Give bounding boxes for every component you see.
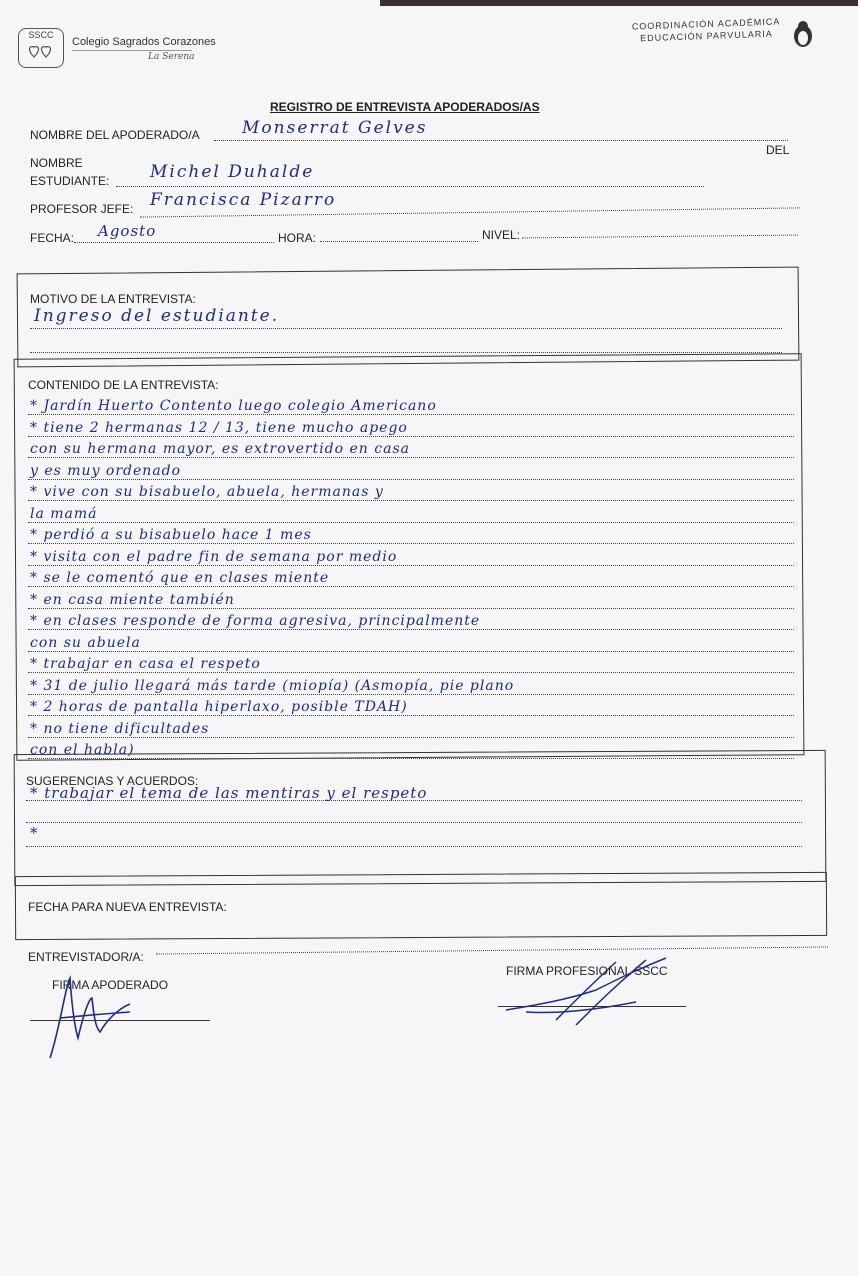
profesional-signature	[496, 950, 676, 1040]
contenido-line: * tiene 2 hermanas 12 / 13, tiene mucho apego	[30, 419, 408, 436]
contenido-line: con el habla)	[30, 742, 135, 758]
school-location: La Serena	[148, 52, 195, 62]
contenido-line: y es muy ordenado	[30, 462, 182, 479]
contenido-line: * no tiene dificultades	[30, 720, 210, 737]
motivo-label: MOTIVO DE LA ENTREVISTA:	[30, 292, 196, 306]
page-title: REGISTRO DE ENTREVISTA APODERADOS/AS	[270, 100, 540, 114]
contenido-dotted-line	[28, 715, 794, 716]
firma-apoderado-label: FIRMA APODERADO	[52, 978, 169, 992]
motivo-value: Ingreso del estudiante.	[34, 306, 280, 326]
contenido-line: * Jardín Huerto Contento luego colegio Americano	[30, 398, 437, 414]
hora-line	[320, 241, 478, 242]
contenido-dotted-line	[28, 672, 794, 673]
coordination-header	[632, 15, 781, 44]
estudiante-label-1: NOMBRE	[30, 156, 83, 170]
contenido-line: * en clases responde de forma agresiva, principalmente	[30, 613, 481, 629]
contenido-line: * en casa miente también	[30, 591, 235, 608]
contenido-dotted-line	[28, 629, 794, 630]
contenido-dotted-line	[28, 522, 794, 523]
coord-line-2: EDUCACIÓN PARVULARIA	[639, 28, 773, 44]
contenido-line: * se le comentó que en clases miente	[30, 570, 330, 586]
contenido-dotted-line	[28, 651, 794, 652]
apoderado-value: Monserrat Gelves	[242, 118, 428, 138]
nivel-line	[522, 235, 798, 239]
profesor-value: Francisca Pizarro	[150, 190, 337, 210]
school-logo	[18, 28, 64, 68]
contenido-line: * visita con el padre fin de semana por medio	[30, 548, 398, 565]
hora-label: HORA:	[278, 231, 317, 245]
apoderado-label: NOMBRE DEL APODERADO/A	[30, 128, 200, 142]
sugerencias-line-2	[26, 822, 802, 823]
contenido-line: * trabajar en casa el respeto	[30, 656, 261, 672]
contenido-dotted-line	[28, 457, 794, 458]
contenido-line: * 31 de julio llegará más tarde (miopía) (Asmopía, pie plano	[30, 677, 515, 694]
contenido-label: CONTENIDO DE LA ENTREVISTA:	[28, 378, 219, 392]
contenido-dotted-line	[28, 586, 794, 587]
sugerencias-value-2: *	[30, 824, 39, 842]
contenido-dotted-line	[28, 694, 794, 695]
top-edge-shadow	[380, 0, 858, 6]
del-label: DEL	[766, 143, 790, 157]
coord-line-1: COORDINACIÓN ACADÉMICA	[631, 16, 781, 32]
contenido-dotted-line	[28, 737, 794, 738]
nueva-entrevista-label: FECHA PARA NUEVA ENTREVISTA:	[28, 900, 227, 914]
sugerencias-label: SUGERENCIAS Y ACUERDOS:	[26, 774, 199, 788]
school-divider	[72, 50, 192, 51]
sugerencias-line-3	[26, 846, 802, 847]
nivel-label: NIVEL:	[482, 228, 521, 242]
estudiante-value: Michel Duhalde	[150, 162, 315, 182]
fecha-line	[74, 242, 274, 243]
contenido-line: la mamá	[30, 505, 98, 522]
apoderado-signature	[30, 968, 140, 1068]
contenido-dotted-line	[28, 608, 794, 609]
contenido-dotted-line	[28, 479, 794, 480]
contenido-line: con su abuela	[30, 634, 141, 651]
firma-profesional-label: FIRMA PROFESIONAL SSCC	[506, 964, 668, 978]
penguin-icon	[790, 18, 816, 48]
profesor-label: PROFESOR JEFE:	[30, 202, 134, 216]
contenido-dotted-line	[28, 565, 794, 566]
apoderado-line	[214, 140, 788, 141]
contenido-line: con su hermana mayor, es extrovertido en casa	[30, 441, 410, 457]
contenido-dotted-line	[28, 543, 794, 544]
entrevistador-line	[156, 946, 828, 954]
contenido-dotted-line	[28, 414, 794, 415]
sugerencias-value-1: * trabajar el tema de las mentiras y el respeto	[30, 784, 428, 802]
contenido-dotted-line	[28, 500, 794, 501]
estudiante-label-2: ESTUDIANTE:	[30, 174, 110, 188]
estudiante-line	[116, 186, 704, 187]
entrevistador-label: ENTREVISTADOR/A:	[28, 950, 144, 964]
contenido-line: * vive con su bisabuelo, abuela, hermanas y	[30, 484, 384, 500]
motivo-line-1	[30, 328, 782, 329]
contenido-line: * 2 horas de pantalla hiperlaxo, posible TDAH)	[30, 699, 408, 715]
logo-text: SSCC	[28, 30, 54, 40]
school-name: Colegio Sagrados Corazones	[72, 36, 216, 48]
hearts-icon	[26, 41, 56, 59]
fecha-value: Agosto	[98, 222, 157, 240]
fecha-label: FECHA:	[30, 231, 75, 245]
motivo-line-2	[30, 352, 782, 353]
sugerencias-section	[14, 750, 827, 886]
contenido-dotted-line	[28, 436, 794, 437]
contenido-line: * perdió a su bisabuelo hace 1 mes	[30, 527, 312, 543]
